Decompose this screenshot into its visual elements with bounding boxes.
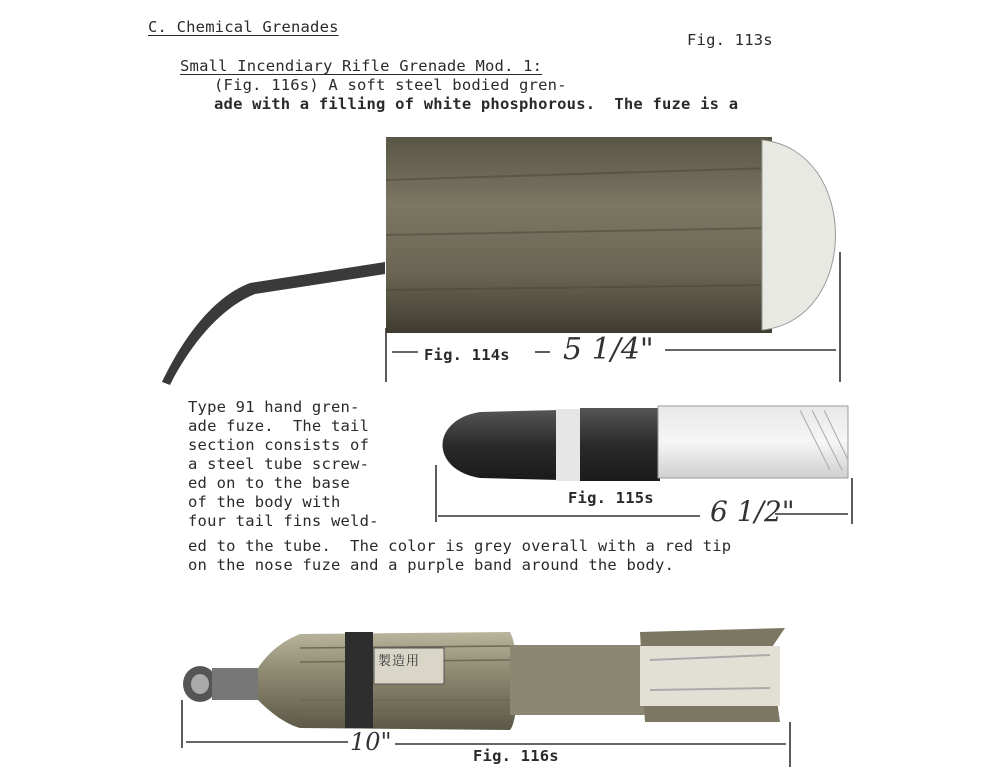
narrow-line-6: of the body with — [188, 493, 341, 511]
grenade-label-stamp: 製造用 — [378, 654, 421, 669]
fig-115-caption: Fig. 115s — [568, 489, 654, 507]
intro-line-1: (Fig. 116s) A soft steel bodied gren- — [214, 76, 567, 94]
wide-line-1: ed to the tube. The color is grey overall with a red tip — [188, 537, 732, 555]
fig-114-dimension: 5 1/4" — [563, 332, 654, 367]
narrow-line-4: a steel tube screw- — [188, 455, 370, 473]
fig-115-dimension: 6 1/2" — [710, 495, 795, 528]
wide-line-2: on the nose fuze and a purple band around the body. — [188, 556, 675, 574]
narrow-line-3: section consists of — [188, 436, 370, 454]
fig-116-dimension: 10" — [350, 728, 392, 756]
fig-113-label: Fig. 113s — [687, 31, 773, 49]
section-heading: C. Chemical Grenades — [148, 18, 339, 36]
narrow-line-2: ade fuze. The tail — [188, 417, 370, 435]
fig-114-caption: Fig. 114s — [424, 346, 510, 364]
subtitle: Small Incendiary Rifle Grenade Mod. 1: — [180, 57, 543, 75]
intro-line-2: ade with a filling of white phosphorous. The fuze is a — [214, 95, 739, 113]
fig-116-rifle-grenade-photo — [183, 628, 785, 730]
narrow-line-7: four tail fins weld- — [188, 512, 379, 530]
narrow-line-5: ed on to the base — [188, 474, 351, 492]
fig-116-caption: Fig. 116s — [473, 747, 559, 765]
fig-115-fuze-photo — [443, 406, 849, 481]
narrow-line-1: Type 91 hand gren- — [188, 398, 360, 416]
